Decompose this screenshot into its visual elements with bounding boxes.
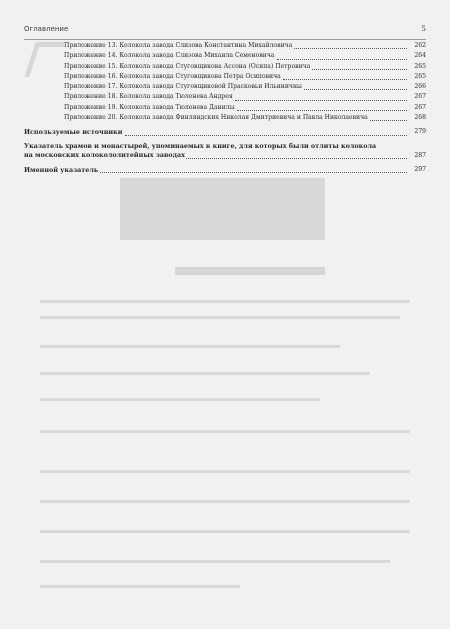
bleed-through-text <box>40 316 400 319</box>
dot-leader <box>312 69 407 70</box>
dot-leader <box>283 79 407 80</box>
toc-entry-label: Приложение 14. Колокола завода Слизова Михаила Семеновича <box>64 51 276 61</box>
toc-entry-page: 262 <box>414 42 426 49</box>
bleed-through-photo <box>120 178 325 240</box>
toc-entry-temples-index[interactable] <box>24 142 426 161</box>
bleed-through-text <box>40 585 240 588</box>
toc-entry-appendix-14[interactable] <box>24 51 426 61</box>
toc-entry-label: Приложение 16. Колокола завода Стуговщикова Петра Осиповича <box>64 72 282 82</box>
toc-entry-page: 297 <box>414 165 426 173</box>
toc-entry-appendix-13[interactable] <box>24 41 426 51</box>
toc-entry-page: 279 <box>414 128 426 136</box>
toc-entry-label: Именной указатель <box>24 165 99 174</box>
page-header <box>24 25 426 40</box>
toc-entry-label-line2: на московских колокололитейных заводах <box>24 151 185 160</box>
dot-leader <box>294 48 407 49</box>
dot-leader <box>277 59 407 60</box>
toc-entry-appendix-15[interactable] <box>24 62 426 72</box>
toc-entry-page: 267 <box>414 103 426 111</box>
toc-entry-appendix-17[interactable] <box>24 82 426 92</box>
bleed-through-text <box>40 372 370 375</box>
running-title: Оглавление <box>24 25 69 33</box>
bleed-through-text <box>40 530 410 533</box>
dot-leader <box>237 110 408 111</box>
dot-leader <box>304 89 407 90</box>
bleed-through-text <box>40 398 320 401</box>
bleed-through-text <box>40 470 410 473</box>
toc-entry-name-index[interactable] <box>24 165 426 175</box>
toc-entry-label: Используемые источники <box>24 128 123 137</box>
toc-entry-label-line1: Указатель храмов и монастырей, упоминаемых в книге, для которых были отлиты колокола <box>24 141 377 150</box>
table-of-contents <box>24 41 426 175</box>
toc-entry-label: Приложение 17. Колокола завода Стуговщиковой Прасковьи Ильиничны <box>64 82 303 92</box>
toc-entry-page: 265 <box>414 62 426 70</box>
bleed-through-text <box>40 345 340 348</box>
toc-entry-appendix-16[interactable] <box>24 72 426 82</box>
toc-entry-page: 265 <box>414 72 426 80</box>
bleed-through-text <box>40 560 390 563</box>
dot-leader <box>100 172 407 173</box>
toc-entry-appendix-20[interactable] <box>24 113 426 123</box>
toc-entry-label: Приложение 15. Колокола завода Стуговщикова Ассона (Осипа) Петровича <box>64 62 311 72</box>
toc-entry-sources[interactable] <box>24 127 426 137</box>
bleed-through-text <box>40 430 410 433</box>
toc-entry-label: Приложение 13. Колокола завода Слизова Константина Михайловича <box>64 41 293 51</box>
bleed-through-text <box>40 300 410 303</box>
toc-entry-page: 287 <box>414 152 426 160</box>
toc-entry-page: 268 <box>414 114 426 122</box>
toc-entry-appendix-18[interactable] <box>24 92 426 102</box>
bleed-through-text <box>40 500 410 503</box>
toc-entry-label: Приложение 19. Колокола завода Тюленева Данилы <box>64 103 236 113</box>
dot-leader <box>186 158 407 159</box>
toc-entry-page: 267 <box>414 93 426 101</box>
toc-entry-page: 266 <box>414 83 426 91</box>
dot-leader <box>370 120 407 121</box>
dot-leader <box>235 100 407 101</box>
toc-entry-label: Приложение 20. Колокола завода Финляндских Николая Дмитриевича и Павла Николаевича <box>64 113 369 123</box>
toc-entry-appendix-19[interactable] <box>24 103 426 113</box>
toc-entry-label: Приложение 18. Колокола завода Тюленева Андрея <box>64 92 234 102</box>
bleed-through-heading <box>175 267 325 275</box>
toc-entry-page: 264 <box>414 52 426 60</box>
page-number: 5 <box>421 24 426 33</box>
dot-leader <box>125 135 408 136</box>
